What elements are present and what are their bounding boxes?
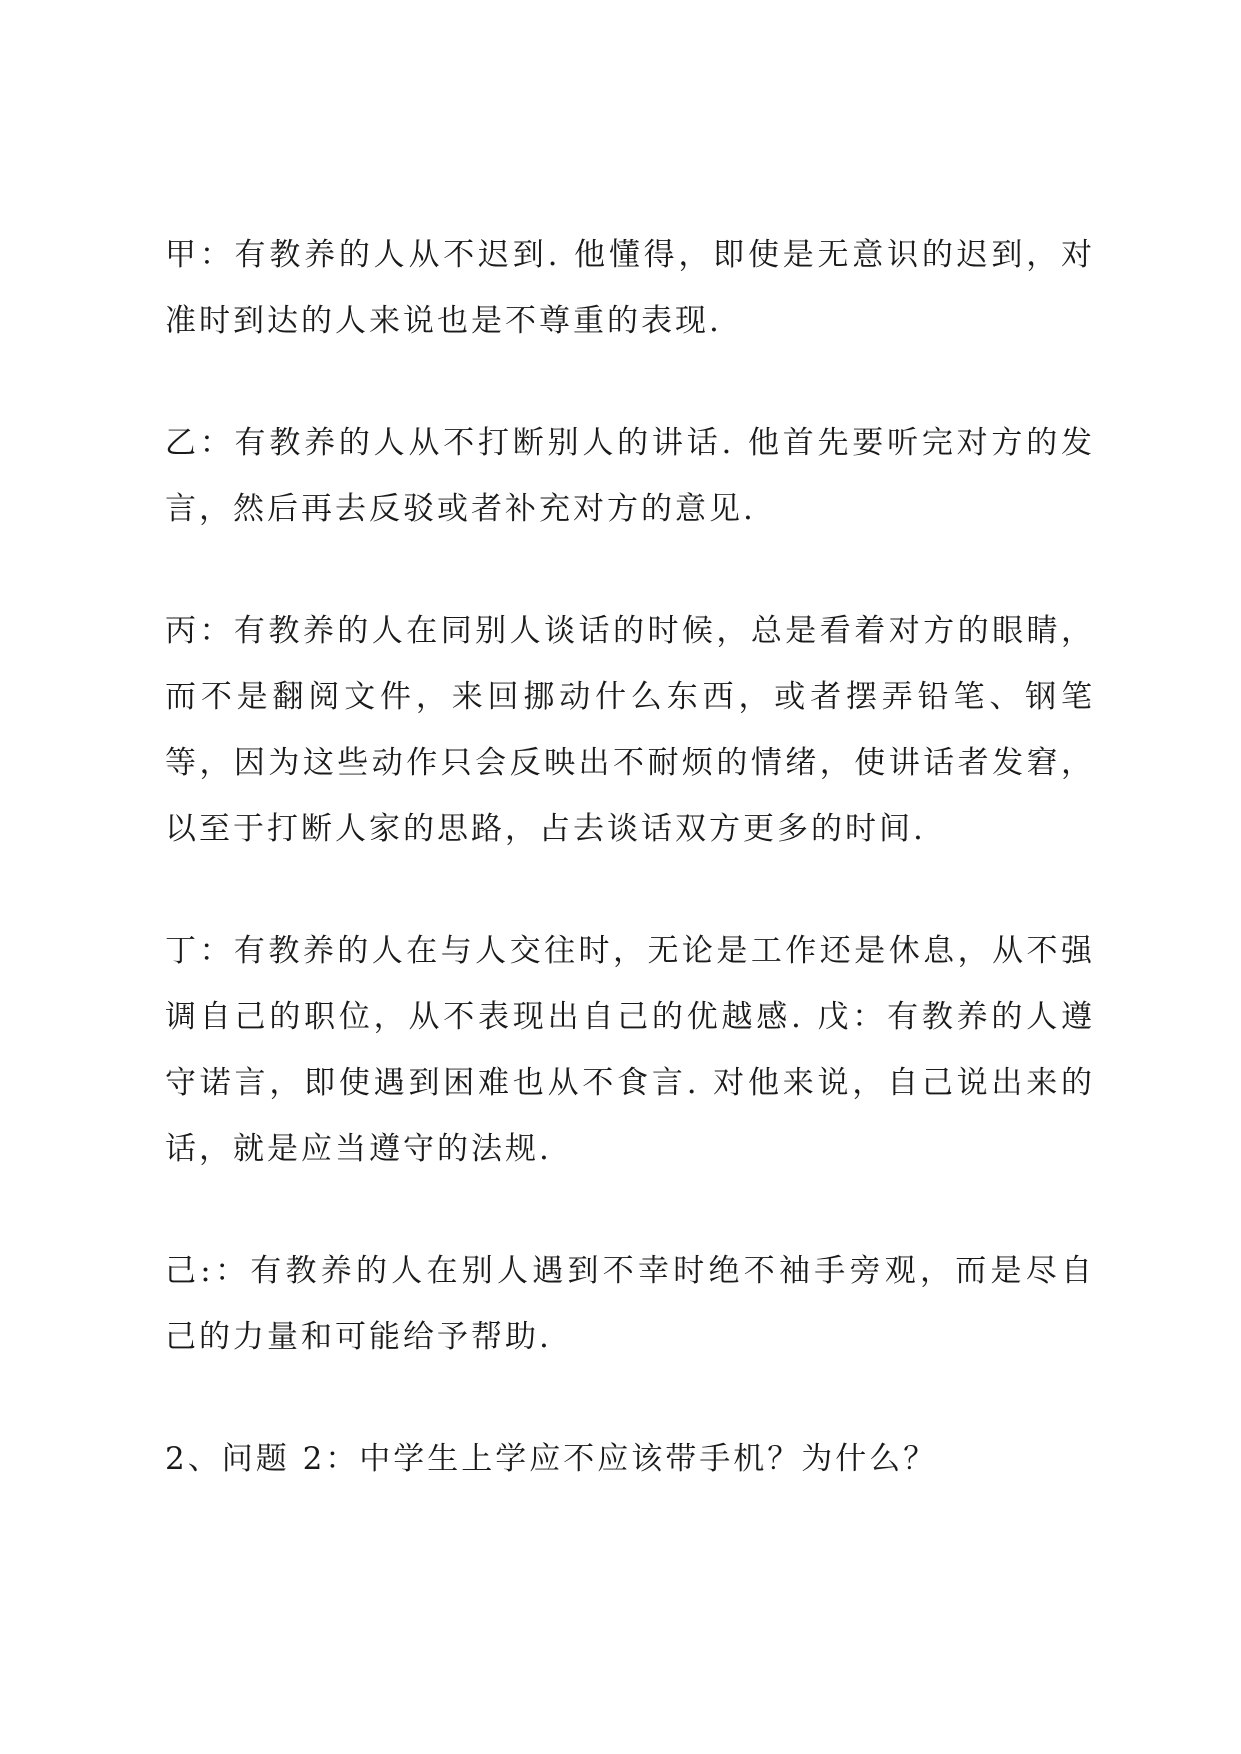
question-2: 2、问题 2：中学生上学应不应该带手机？为什么？ <box>165 1441 938 1477</box>
paragraph-bing: 丙：有教养的人在同别人谈话的时候，总是看着对方的眼睛，而不是翻阅文件，来回挪动什么东西，或者摆弄铅笔、钢笔等，因为这些动作只会反映出不耐烦的情绪，使讲话者发窘，以至于打断人家的思路，占去谈话双方更多的时间. <box>165 613 1095 847</box>
paragraph-jia: 甲：有教养的人从不迟到. 他懂得，即使是无意识的迟到，对准时到达的人来说也是不尊重的表现. <box>165 237 1095 339</box>
paragraph-yi: 乙：有教养的人从不打断别人的讲话. 他首先要听完对方的发言，然后再去反驳或者补充对方的意见. <box>165 425 1095 527</box>
paragraph-ding-wu: 丁：有教养的人在与人交往时，无论是工作还是休息，从不强调自己的职位，从不表现出自己的优越感. 戊：有教养的人遵守诺言，即使遇到困难也从不食言. 对他来说，自己说出来的话，就是应当遵守的法规. <box>165 933 1095 1167</box>
paragraph-ji: 己:：有教养的人在别人遇到不幸时绝不袖手旁观，而是尽自己的力量和可能给予帮助. <box>165 1253 1095 1355</box>
